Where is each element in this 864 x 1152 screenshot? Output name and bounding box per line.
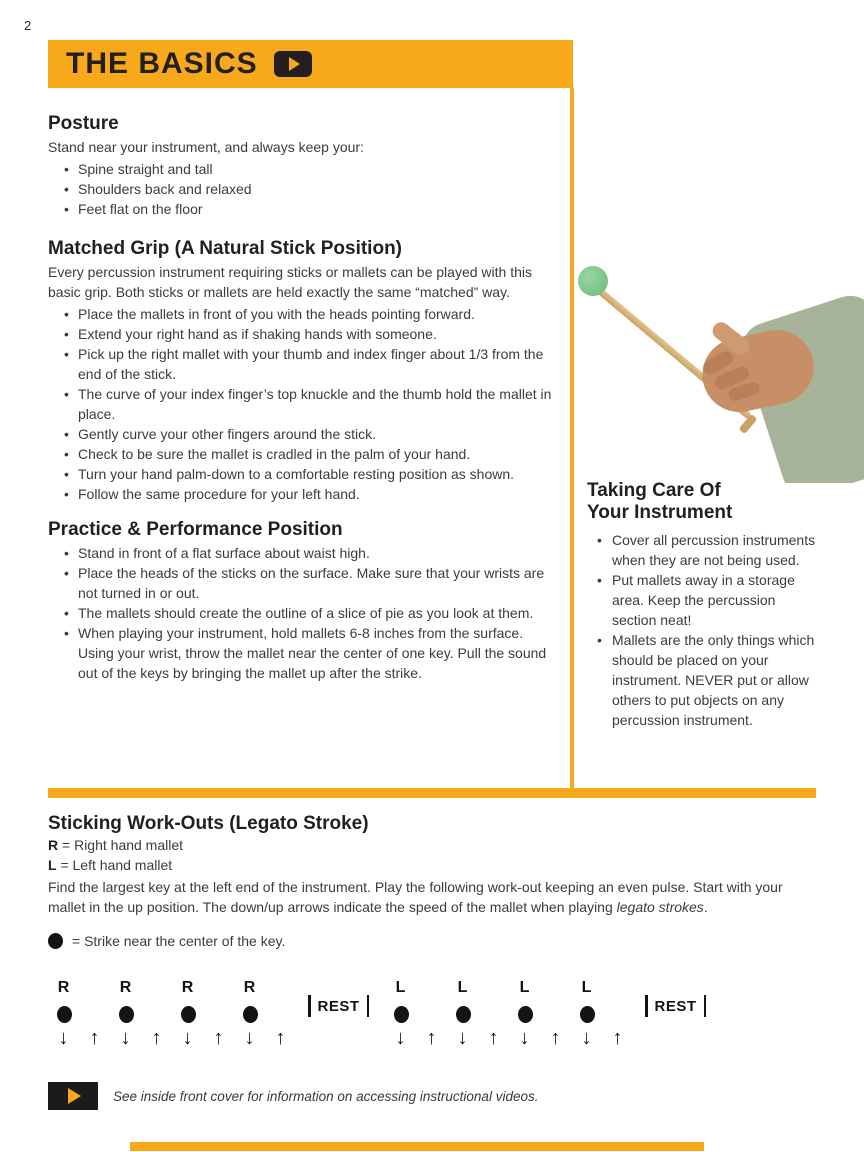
list-item: • Mallets are the only things which should be placed on your instrument. NEVER put or allow others to put objects on any percussion instrument. [597,630,819,730]
list-item: • Check to be sure the mallet is cradled in the palm of your hand. [64,444,562,464]
list-item: • Place the heads of the sticks on the surface. Make sure that your wrists are not turned in or out. [64,563,562,603]
sticking-letter: L [519,979,530,996]
note-column [447,979,509,1059]
list-item: • Cover all percussion instruments when they are not being used. [597,530,819,570]
list-item: • Place the mallets in front of you with the heads pointing forward. [64,304,562,324]
rest-marker [308,995,369,1017]
main-column [48,100,562,683]
sticking-letter: R [243,979,256,996]
legend-r-text: = Right hand mallet [58,837,184,853]
note-column [571,979,633,1059]
mallet-stick-end [739,414,758,434]
rest-marker [645,995,706,1017]
down-arrow-icon: ↓ [120,1027,131,1049]
down-arrow-icon: ↓ [519,1027,530,1049]
page-number: 2 [24,18,32,33]
list-item: • Gently curve your other fingers around the stick. [64,424,562,444]
list-item: • Follow the same procedure for your left hand. [64,484,562,504]
strike-dot [518,1006,533,1023]
practice-position-heading: Practice & Performance Position [48,519,343,540]
up-arrow-icon: ↑ [275,1027,286,1049]
sticking-heading: Sticking Work-Outs (Legato Stroke) [48,813,369,834]
list-item: • Put mallets away in a storage area. Keep the percussion section neat! [597,570,819,630]
video-play-button[interactable] [48,1082,98,1110]
section-banner [48,40,573,88]
legend-l-text: = Left hand mallet [56,857,173,873]
posture-list [48,159,562,219]
sticking-letter: L [395,979,406,996]
rest-bar [367,995,370,1017]
list-item: • Extend your right hand as if shaking hands with someone. [64,324,562,344]
legend-r-symbol: R [48,837,59,853]
list-item: • The mallets should create the outline of a slice of pie as you look at them. [64,603,562,623]
rest-bar [645,995,648,1017]
video-footnote [48,1082,538,1110]
video-footnote-text: See inside front cover for information on accessing instructional videos. [113,1088,539,1104]
instructions-period: . [703,899,708,915]
sticking-letter: R [181,979,194,996]
rest-bar [308,995,311,1017]
list-item: • Stand in front of a flat surface about waist high. [64,543,562,563]
note-column [509,979,571,1059]
sticking-letter: L [457,979,468,996]
legend-left [48,855,816,875]
strike-dot-icon [48,933,63,949]
down-arrow-icon: ↓ [182,1027,193,1049]
up-arrow-icon: ↑ [151,1027,162,1049]
up-arrow-icon: ↑ [426,1027,437,1049]
page-title: THE BASICS [66,47,258,80]
list-item: • Turn your hand palm-down to a comfortable resting position as shown. [64,464,562,484]
care-column [587,480,819,730]
down-arrow-icon: ↓ [58,1027,69,1049]
care-heading-line2: Your Instrument [587,502,733,523]
list-item: • Shoulders back and relaxed [64,179,562,199]
up-arrow-icon: ↑ [488,1027,499,1049]
strike-dot [181,1006,196,1023]
list-item: • Spine straight and tall [64,159,562,179]
sticking-exercise [48,979,816,1059]
sticking-letter: R [57,979,70,996]
strike-dot [57,1006,72,1023]
matched-grip-intro: Every percussion instrument requiring sticks or mallets can be played with this basic grip. Both sticks or mallets are held exactly the same “matched” way. [48,264,532,300]
up-arrow-icon: ↑ [612,1027,623,1049]
down-arrow-icon: ↓ [395,1027,406,1049]
posture-heading: Posture [48,113,119,134]
list-item: • Pick up the right mallet with your thumb and index finger about 1/3 from the end of the stick. [64,344,562,384]
instructions-italic: legato strokes [616,899,704,915]
matched-grip-heading: Matched Grip (A Natural Stick Position) [48,238,403,259]
video-play-icon[interactable] [274,51,312,77]
strike-dot [394,1006,409,1023]
strike-dot [119,1006,134,1023]
legend-l-symbol: L [48,857,57,873]
legend-right [48,835,816,855]
matched-grip-list [48,304,562,504]
horizontal-divider [48,788,816,798]
note-column [172,979,234,1059]
sticking-letter: L [581,979,592,996]
note-column [48,979,110,1059]
down-arrow-icon: ↓ [457,1027,468,1049]
care-list [587,530,819,730]
matched-grip-hand-photo [574,238,864,483]
up-arrow-icon: ↑ [550,1027,561,1049]
down-arrow-icon: ↓ [581,1027,592,1049]
list-item: • When playing your instrument, hold mallets 6-8 inches from the surface. Using your wrist, throw the mallet near the center of one key. Pull the sound out of the keys by bringing the mallet up after the strike. [64,623,562,683]
note-column [385,979,447,1059]
sticking-instructions [48,877,816,917]
rest-label: REST [317,997,360,1015]
list-item: • The curve of your index finger’s top knuckle and the thumb hold the mallet in place. [64,384,562,424]
care-heading-line1: Taking Care Of [587,480,721,501]
sticking-letter: R [119,979,132,996]
posture-intro: Stand near your instrument, and always keep your: [48,139,364,155]
note-group-right-hand [48,979,296,1059]
dot-legend [48,933,816,949]
note-column [234,979,296,1059]
sticking-section [48,812,816,1059]
bottom-accent-bar [130,1142,704,1151]
strike-dot [243,1006,258,1023]
up-arrow-icon: ↑ [89,1027,100,1049]
mallet-head [578,266,608,296]
rest-bar [704,995,707,1017]
practice-position-list [48,543,562,683]
instructions-text: Find the largest key at the left end of the instrument. Play the following work-out keeping an even pulse. Start with your mallet in the up position. The down/up arrows indicate the speed of the mallet when playing [48,879,783,915]
strike-dot [456,1006,471,1023]
rest-label: REST [654,997,697,1015]
dot-legend-text: = Strike near the center of the key. [72,933,286,949]
down-arrow-icon: ↓ [244,1027,255,1049]
up-arrow-icon: ↑ [213,1027,224,1049]
note-group-left-hand [385,979,633,1059]
note-column [110,979,172,1059]
list-item: • Feet flat on the floor [64,199,562,219]
strike-dot [580,1006,595,1023]
